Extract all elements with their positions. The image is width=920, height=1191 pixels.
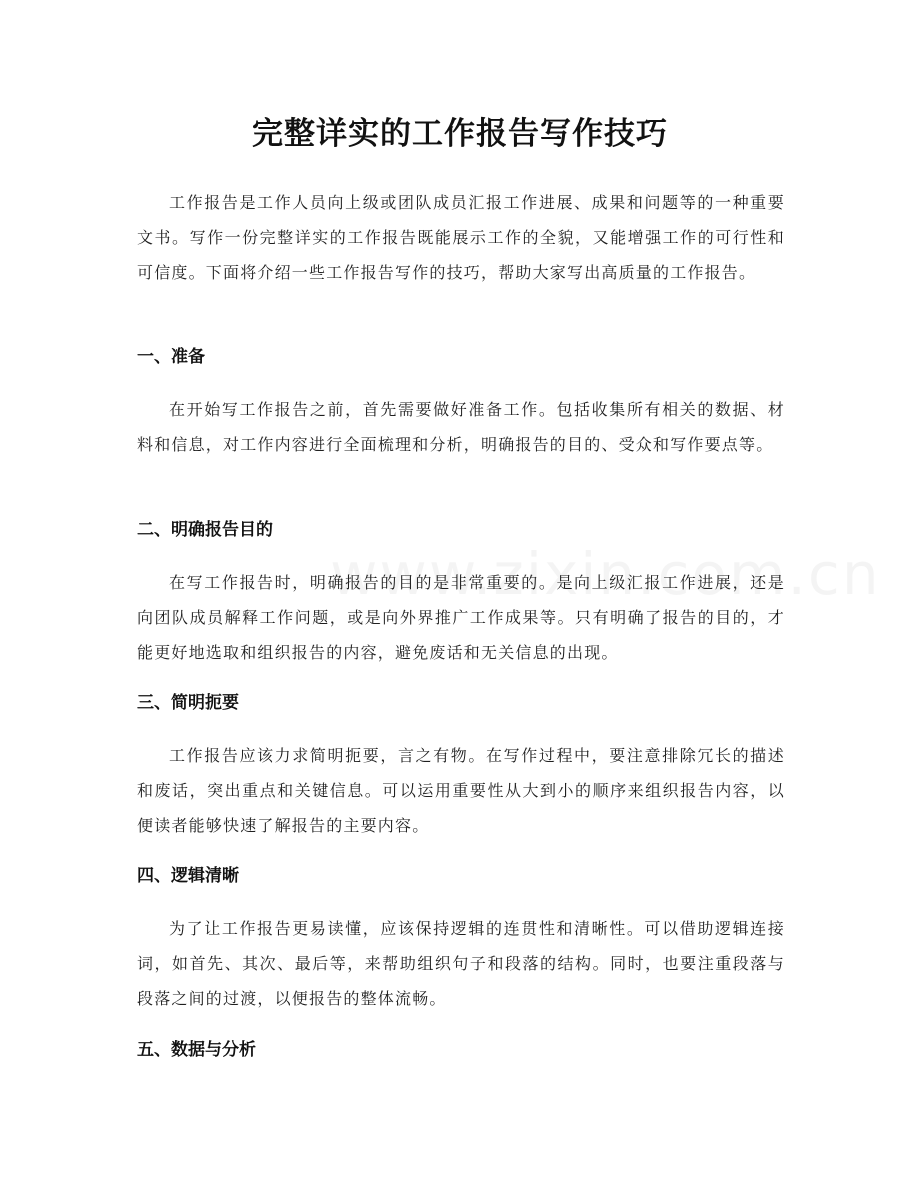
section-heading-preparation: 一、准备	[137, 347, 205, 367]
section-heading-purpose: 二、明确报告目的	[137, 520, 273, 540]
section-heading-logic: 四、逻辑清晰	[137, 866, 239, 886]
section-body-logic: 为了让工作报告更易读懂，应该保持逻辑的连贯性和清晰性。可以借助逻辑连接词，如首先、其次、最后等，来帮助组织句子和段落的结构。同时，也要注重段落与段落之间的过渡，以便报告的整体流畅。	[137, 919, 785, 1008]
section-heading-data-analysis: 五、数据与分析	[137, 1040, 256, 1060]
document-title: 完整详实的工作报告写作技巧	[252, 116, 668, 152]
intro-paragraph: 工作报告是工作人员向上级或团队成员汇报工作进展、成果和问题等的一种重要文书。写作一份完整详实的工作报告既能展示工作的全貌，又能增强工作的可行性和可信度。下面将介绍一些工作报告写作的技巧，帮助大家写出高质量的工作报告。	[137, 193, 785, 282]
section-body-purpose: 在写工作报告时，明确报告的目的是非常重要的。是向上级汇报工作进展，还是向团队成员解释工作问题，或是向外界推广工作成果等。只有明确了报告的目的，才能更好地选取和组织报告的内容，避免废话和无关信息的出现。	[137, 573, 785, 662]
section-body-concise: 工作报告应该力求简明扼要，言之有物。在写作过程中，要注意排除冗长的描述和废话，突出重点和关键信息。可以运用重要性从大到小的顺序来组织报告内容，以便读者能够快速了解报告的主要内容。	[137, 746, 785, 835]
section-heading-concise: 三、简明扼要	[137, 693, 239, 713]
section-body-preparation: 在开始写工作报告之前，首先需要做好准备工作。包括收集所有相关的数据、材料和信息，对工作内容进行全面梳理和分析，明确报告的目的、受众和写作要点等。	[137, 400, 785, 454]
